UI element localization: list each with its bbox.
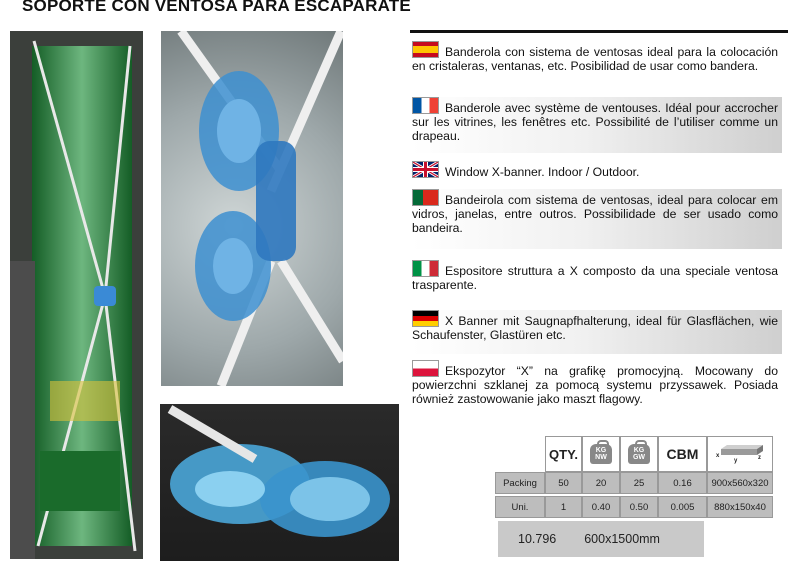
description-text: Window X-banner. Indoor / Outdoor. <box>445 165 640 179</box>
packing-qty: 50 <box>545 472 582 494</box>
uk-flag-icon <box>412 161 439 178</box>
portugal-flag-icon <box>412 189 439 206</box>
reference-size: 600x1500mm <box>584 532 660 546</box>
description-text: X Banner mit Saugnapfhalterung, ideal für Glasflächen, wie Schaufenster, Glastüren etc. <box>412 314 778 343</box>
header-rule <box>410 30 788 33</box>
description-fr <box>412 97 782 153</box>
reference-code: 10.796 <box>518 532 557 546</box>
reference-box <box>498 521 704 557</box>
unit-nw: 0.40 <box>582 496 620 518</box>
unit-dims: 880x150x40 <box>707 496 773 518</box>
description-en <box>412 161 782 181</box>
spain-flag-icon <box>412 41 439 58</box>
packing-nw: 20 <box>582 472 620 494</box>
packing-dims: 900x560x320 <box>707 472 773 494</box>
packing-cbm: 0.16 <box>658 472 707 494</box>
germany-flag-icon <box>412 310 439 327</box>
description-pl <box>412 360 782 420</box>
suction-cup-photo <box>161 31 343 386</box>
france-flag-icon <box>412 97 439 114</box>
description-text: Banderole avec système de ventouses. Idéal pour accrocher sur les vitrines, les fenêtres etc. Possibilité de l’utiliser comme un drapeau. <box>412 101 778 144</box>
italy-flag-icon <box>412 260 439 277</box>
gw-bottom-label: GW <box>632 454 646 461</box>
row-label-packing: Packing <box>495 472 545 494</box>
description-text: Ekspozytor “X” na grafikę promocyjną. Mocowany do powierzchni szklanej za pomocą systemu przyssawek. Posiada również zastowowanie jako maszt flagowy. <box>412 364 778 407</box>
box-dimensions-icon <box>711 441 769 467</box>
nw-bottom-label: NW <box>595 454 607 461</box>
nw-top-label: KG <box>595 447 607 454</box>
net-weight-header <box>582 436 620 472</box>
banner-photo <box>10 31 143 559</box>
cbm-header: CBM <box>658 436 707 472</box>
description-it <box>412 260 782 294</box>
description-text: Bandeirola com sistema de ventosas, ideal para colocar em vidros, janelas, entre outros. Possibilidade de ser usado como bandeira. <box>412 193 778 236</box>
weight-icon <box>590 444 612 464</box>
description-text: Espositore struttura a X composto da una speciale ventosa trasparente. <box>412 264 778 293</box>
gw-top-label: KG <box>633 447 645 454</box>
unit-cbm: 0.005 <box>658 496 707 518</box>
row-label-unit: Uni. <box>495 496 545 518</box>
dim-z-label: z <box>758 455 761 461</box>
description-text: Banderola con sistema de ventosas ideal para la colocación en cristaleras, ventanas, etc. Posibilidad de usar como bandera. <box>412 45 778 74</box>
unit-qty: 1 <box>545 496 582 518</box>
gross-weight-header <box>620 436 658 472</box>
dimensions-header <box>707 436 773 472</box>
weight-icon <box>628 444 650 464</box>
unit-gw: 0.50 <box>620 496 658 518</box>
qty-header: QTY. <box>545 436 582 472</box>
suction-cup-detail-photo <box>160 404 399 561</box>
description-es <box>412 41 782 95</box>
dim-y-label: y <box>734 458 738 464</box>
description-pt <box>412 189 782 249</box>
page-title: SOPORTE CON VENTOSA PARA ESCAPARATE <box>22 0 411 15</box>
poland-flag-icon <box>412 360 439 377</box>
description-de <box>412 310 782 354</box>
dim-x-label: x <box>716 453 720 459</box>
packing-gw: 25 <box>620 472 658 494</box>
